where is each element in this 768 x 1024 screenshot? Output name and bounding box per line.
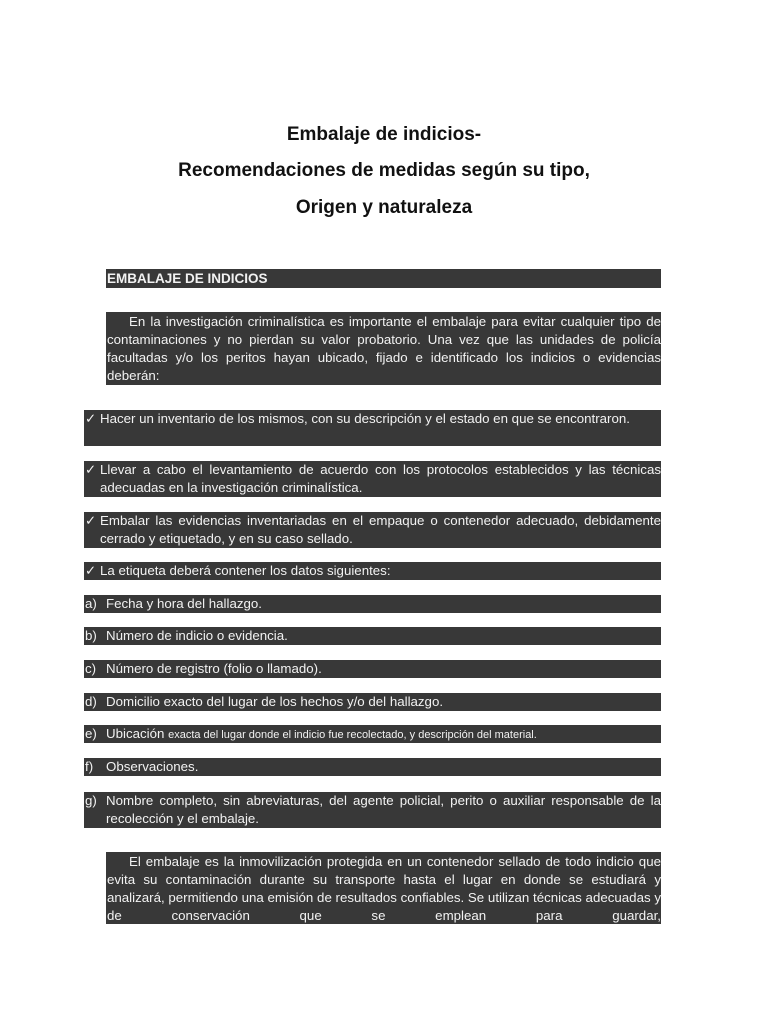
list-letter: b)	[85, 628, 97, 643]
document-title-line-2: Recomendaciones de medidas según su tipo,	[178, 160, 590, 181]
check-item-inventory	[84, 410, 661, 446]
closing-paragraph	[106, 852, 661, 924]
check-item-text: La etiqueta deberá contener los datos siguientes:	[100, 563, 391, 578]
document-title-line-1: Embalaje de indicios-	[286, 124, 482, 145]
list-letter: g)	[85, 793, 97, 808]
check-item-packaging	[84, 512, 661, 548]
check-item-text: Llevar a cabo el levantamiento de acuerdo con los protocolos establecidos y las técnicas adecuadas en la investigación criminalística.	[100, 462, 661, 495]
label-item-text: Número de indicio o evidencia.	[106, 628, 288, 643]
label-item-g	[84, 792, 661, 828]
list-letter: c)	[85, 661, 97, 676]
label-item-d	[84, 693, 661, 711]
intro-text: En la investigación criminalística es importante el embalaje para evitar cualquier tipo de contaminaciones y no pierdan su valor probatorio. Una vez que las unidades de policía facultadas y/o los peritos hayan ubicado, fijado e identificado los indicios o evidencias deberán:	[107, 314, 661, 383]
checkmark-icon: ✓	[85, 411, 97, 426]
label-item-text: Fecha y hora del hallazgo.	[106, 596, 262, 611]
label-item-text: Número de registro (folio o llamado).	[106, 661, 322, 676]
intro-paragraph	[106, 312, 661, 385]
checkmark-icon: ✓	[85, 462, 97, 477]
check-item-label	[84, 562, 661, 580]
section-header: EMBALAJE DE INDICIOS	[106, 269, 661, 288]
label-item-e	[84, 725, 661, 743]
check-item-text: Hacer un inventario de los mismos, con su descripción y el estado en que se encontraron.	[100, 411, 630, 426]
check-item-collection	[84, 461, 661, 497]
list-letter: a)	[85, 596, 97, 611]
label-item-b	[84, 627, 661, 645]
closing-text: El embalaje es la inmovilización protegida en un contenedor sellado de todo indicio que evita su contaminación durante su transporte hasta el lugar en donde se estudiará y analizará, permitiendo una emisión de resultados confiables. Se utilizan técnicas adecuadas y de conservación que se emplean para guardar,	[107, 854, 661, 923]
label-item-text-small: exacta del lugar donde el indicio fue recolectado, y descripción del material.	[168, 729, 537, 741]
label-item-c	[84, 660, 661, 678]
check-item-text: Embalar las evidencias inventariadas en el empaque o contenedor adecuado, debidamente cerrado y etiquetado, y en su caso sellado.	[100, 513, 661, 546]
label-item-text: Ubicación	[106, 726, 165, 741]
document-title-line-3: Origen y naturaleza	[295, 197, 473, 218]
list-letter: f)	[85, 759, 94, 774]
checkmark-icon: ✓	[85, 513, 97, 528]
checkmark-icon: ✓	[85, 563, 97, 578]
list-letter: e)	[85, 726, 97, 741]
label-item-text: Domicilio exacto del lugar de los hechos y/o del hallazgo.	[106, 694, 444, 709]
list-letter: d)	[85, 694, 97, 709]
label-item-text: Observaciones.	[106, 759, 199, 774]
label-item-f	[84, 758, 661, 776]
label-item-text: Nombre completo, sin abreviaturas, del agente policial, perito o auxiliar responsable de la recolección y el embalaje.	[106, 793, 661, 826]
label-item-a	[84, 595, 661, 613]
